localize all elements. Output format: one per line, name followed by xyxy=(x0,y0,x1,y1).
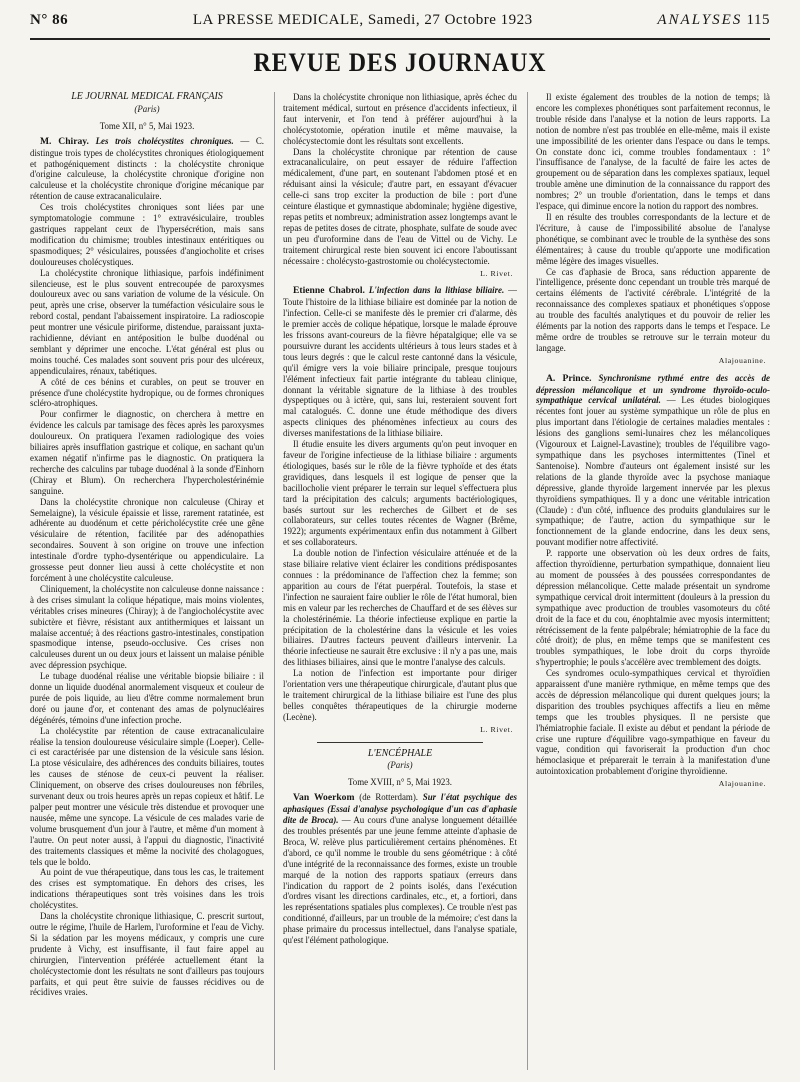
article-paragraph: — C. distingue trois types de cholécystites chroniques étiologiquement et pathogéniquement distincts : la cholécystite chronique d'origine calculeuse, la cholécystite chronique d'origine non calculeuse et la cholécystite chronique d'origine mécanique par rétention de cause extracanaliculaire. xyxy=(30,135,264,202)
article-lead xyxy=(283,285,517,439)
author-affiliation: (de Rotterdam). xyxy=(359,792,418,803)
article-signature: Alajouanine. xyxy=(718,779,766,789)
article-paragraph: — Toute l'histoire de la lithiase biliaire est dominée par la notion de l'infection. Celle-ci se manifeste dès le premier cri d'alarme, dès le premier accès de colique hépatique, lorsque le malade éprouve les frissons avant-coureurs de la fièvre hépatalgique; elle va se poursuivre durant les accidents ultérieurs à tous leurs stades et à tous leurs degrés : que le calcul reste cantonné dans la vésicule, qu'il émigre vers la voie biliaire principale, presque toujours l'élément infectieux fait partie intégrante du tableau clinique, donnant la véritable signature de la lithiase à des troubles dyspeptiques ou à ictère, qui, sans lui, resteraient souvent fort mal catalogués. C. donne une étude méthodique des divers aspects cliniques des phénomènes infectieux au cours des diverses manifestations de la lithiase biliaire. xyxy=(283,285,517,439)
journal-issue: Tome XVIII, n° 5, Mai 1923. xyxy=(348,777,452,788)
article-author: Van Woerkom xyxy=(293,792,355,804)
page-number: 115 xyxy=(746,12,770,28)
article-paragraph: — Les études biologiques récentes font jouer au système sympathique un rôle de plus en plus important dans l'étiologie de certaines maladies mentales : lésions des ganglions semi-lunaires chez les mélancoliques (Vigouroux et Laignel-Lavastine); troubles de l'équilibre vago-sympathique dans les psychoses intermittentes (Tinel et Santenoise). Nombre d'auteurs ont également insisté sur les relations de la glande thyroïde avec la psychose maniaque dépressive, glande thyroïde largement innervée par les plexus thyroïdiens sympathiques. Il y a donc une véritable intrication (Claude) : d'un côté, influence des produits glandulaires sur le sympathique; de l'autre, action du sympathique sur le fonctionnement de la glande endocrine, dans les deux sens, pouvant modifier notre affectivité. xyxy=(536,395,770,548)
issue-number: N° 86 xyxy=(30,12,69,28)
journal-issue: Tome XII, n° 5, Mai 1923. xyxy=(99,120,195,131)
article-paragraph: Le tubage duodénal réalise une véritable biopsie biliaire : il donne un liquide duodénal anormalement visqueux et couleur de purée de pois liquide, au lieu d'être comme normalement brun doré ou jaune d'or, et contenant des amas de polynucléaires dégénérés, témoins d'une infection proche. xyxy=(30,671,264,725)
article-paragraph: Dans la cholécystite chronique par rétention de cause extracanaliculaire, on peut essayer de réduire l'affection médicalement, d'une part, en soutenant l'abdomen ptosé et en réduisant ainsi la vésicule; d'autre part, en essayant d'évacuer celle-ci sans trop exciter la production de bile : port d'une ceinture élastique et gymnastique abdominale; hygiène digestive, repas petits et nombreux; administration assez longtemps avant le repas de petites doses de citrate, phosphate, sulfate de soude avec un peu d'uroformine dans de l'eau de Vittel ou de Vichy. Le traitement chirurgical reste bien souvent ici encore l'aboutissant nécessaire : cholécysto-gastrostomie ou cholécystectomie. xyxy=(283,146,517,266)
journal-title: LE JOURNAL MEDICAL FRANÇAIS xyxy=(71,92,223,102)
article-paragraph: Dans la cholécystite chronique lithiasique, C. prescrit surtout, outre le régime, l'huile de Harlem, l'uroformine et l'eau de Vichy. Si la sédation par les moyens médicaux, y compris une cure prudente à Vichy, est insuffisante, il faut faire appel au chirurgien, l'intervention préférée actuellement étant la cholécystectomie dont les résultats ne sont d'ailleurs pas toujours parfaits, et qui peut être suivie de fausses récidives ou de récidives vraies. xyxy=(30,911,264,998)
article-paragraph: Il étudie ensuite les divers arguments qu'on peut invoquer en faveur de l'origine infectieuse de la lithiase biliaire : arguments étiologiques, basés sur le rôle de la fièvre typhoïde et des états gravidiques, dans lesquels il est logique de penser que la bacillocholie vient préparer le terrain sur lequel s'effectuera plus tard la précipitation des calculs; arguments bactériologiques, basés surtout sur les recherches de Gilbert et de ses collaborateurs, sur celles toutes récentes de Wagner (Brême, 1922); arguments expérimentaux enfin dus notamment à Gilbert et ses collaborateurs. xyxy=(283,439,517,548)
article-paragraph: Dans la cholécystite chronique non calculeuse (Chiray et Semelaigne), la vésicule épaissie et lisse, rarement ratatinée, est adhérente au duodénum et cette péricholécystite crée une gêne vésiculaire de rétention, facilitée par des adénopathies secondaires. Souvent à son origine on trouve une infection intestinale d'ordre typho-dysentérique ou appendiculaire. La grossesse peut donner lieu aussi à cette cholécystite et non forcément à une cholécystite calculeuse. xyxy=(30,496,264,583)
journal-city: (Paris) xyxy=(134,103,160,114)
article-paragraph: Cliniquement, la cholécystite non calculeuse donne naissance : à des crises simulant la colique hépatique, mais moins violentes, véritables crises mineures (Chiray); à de l'angiocholécystite avec subictère et fièvre, résistant aux antithermiques et laissant un malaise accentué; à des réactions gastro-intestinales, constipation spasmodique intense, pseudo-occlusive. Ces crises non calculeuses durent un ou deux jours et laissent un malaise pénible avec dépression psychique. xyxy=(30,583,264,671)
section-page xyxy=(657,12,770,29)
article-title: Sur l'état psychique des aphasiques (Essai d'analyse psychologique d'un cas d'aphasie dite de Broca). xyxy=(283,792,517,826)
article-paragraph: Au point de vue thérapeutique, dans tous les cas, le traitement des crises est symptomatique. En dehors des crises, les indications thérapeutiques sont très voisines dans les trois cholécystites. xyxy=(30,867,264,911)
article-paragraph: Il existe également des troubles de la notion de temps; là encore les complexes phonétiques sont parfaitement reconnus, le trouble réside dans l'analyse et la notion de leurs rapports. La notion de nombre n'est pas troublée en elle-même, mais il existe une impossibilité de les orienter dans l'espace ou dans le temps. On constate donc ici, comme troubles fondamentaux : 1° l'insuffisance de l'analyse, de la faculté de faire les actes de groupement ou de séparation dans les complexes spatiaux, lequel trouble amène une diminution de la connaissance du rapport des nombres; 2° un trouble d'orientation, dans le temps et dans l'espace, qui diminue encore la notion du rapport des nombres. xyxy=(536,92,770,212)
article-author: A. Prince. xyxy=(546,372,592,384)
article-paragraph: La cholécystite chronique lithiasique, parfois indéfiniment silencieuse, est le plus souvent entrecoupée de paroxysmes douloureux avec ou sans variation de volume de la vésicule. On peut, après une crise, observer la tuméfaction vésiculaire sous le rebord costal, pendant l'abaissement inspiratoire. La radioscopie peut montrer une vésicule piriforme, distendue, paraissant juxta-rachidienne, déviant en antéposition le bulbe duodénal ou semblant y déprimer une encoche. L'état général est plus ou moins touché. Ces malades sont souvent pris pour des ulcéreux, appendiculaires, rénaux, tabétiques. xyxy=(30,267,264,376)
publication-line: LA PRESSE MEDICALE, Samedi, 27 Octobre 1923 xyxy=(192,12,533,28)
article-paragraph: La notion de l'infection est importante pour diriger l'orientation vers une thérapeutique chirurgicale, d'autant plus que le traitement chirurgical de la lithiase biliaire est l'une des plus belles conquêtes thérapeutiques de la chirurgie moderne (Lecène). xyxy=(283,668,517,722)
journal-title: L'ENCÉPHALE xyxy=(367,747,433,759)
article-signature: L. Rivet. xyxy=(480,724,513,734)
article-author: M. Chiray. xyxy=(40,135,89,147)
article-paragraph: — Au cours d'une analyse longuement détaillée des troubles présentés par une jeune femme atteinte d'aphasie de Broca, W. relève plus particulièrement certains phénomènes. Et d'abord, ce qu'il nomme le trouble du sens géométrique : à côté d'une intégrité de la reconnaissance des formes, existe un trouble marqué de la notion des rapports spatiaux (erreurs dans l'indication du rapport de 2 points isolés, dans l'exécution d'ordres visant les directions cardinales, etc., et, a fortiori, dans les représentations spatiales plus complexes). Ce trouble n'est pas conditionné, d'ailleurs, par un trouble de la mémoire; c'est dans la phase primaire du processus intellectuel, dans l'analyse spatiale, qu'est l'élément pathologique. xyxy=(283,815,517,946)
article-lead xyxy=(30,136,264,202)
article-paragraph: Dans la cholécystite chronique non lithiasique, après échec du traitement médical, surtout en présence d'accidents infectieux, il faut intervenir, et l'on tend à préférer aujourd'hui à la cholécystotomie, opération inutile et même mauvaise, la cholécystectomie dont les résultats sont excellents. xyxy=(283,92,517,146)
article-paragraph: La double notion de l'infection vésiculaire atténuée et de la stase biliaire relative vient éclairer les conditions prédisposantes connues : la prédominance de l'affection chez la femme; son apparition au cours de l'état puerpéral. Toutefois, la stase et l'infection ne sauraient faire oublier le rôle de l'état humoral, bien mis en valeur par les recherches de Chauffard et de ses élèves sur la cholestérinémie. La théorie infectieuse explique en partie la précipitation de la cholestérine dans la vésicule et les voies biliaires. D'autres facteurs peuvent d'ailleurs intervenir. La théorie infectieuse ne saurait être exclusive : il n'y a pas une, mais des lithiases biliaires, ainsi que le montre l'analyse des calculs. xyxy=(283,548,517,668)
divider xyxy=(317,742,483,743)
column-1 xyxy=(30,92,264,1070)
running-header xyxy=(30,12,770,40)
article-signature: Alajouanine. xyxy=(718,355,766,365)
article-title: Les trois cholécystites chroniques. xyxy=(95,135,234,146)
column-2 xyxy=(274,92,517,1070)
article-paragraph: Il en résulte des troubles correspondants de la lecture et de l'écriture, à cause de l'impossibilité absolue de l'analyse phonétique, se combinant avec le trouble de la synthèse des sons élémentaires; à cause du trouble qu'apporte une modification même légère des images visuelles. xyxy=(536,211,770,266)
article-paragraph: Pour confirmer le diagnostic, on cherchera à mettre en évidence les calculs par tamisage des fèces après les paroxysmes douloureux. On pratiquera l'examen radiologique des voies biliaires après insufflation gastrique et colique, en sachant qu'un examen négatif n'infirme pas le diagnostic. On pratiquera la recherche des calculins par tubage duodénal à la sonde d'Einhorn (Chiray et Blum). On recherchera l'hypercholestérinémie sanguine. xyxy=(30,409,264,496)
column-3 xyxy=(527,92,770,1070)
article-title: Synchronisme rythmé entre des accès de dépression mélancolique et un syndrome thyroïdo-oculo-sympathique cervical unilatéral. xyxy=(536,372,770,406)
article-author: Etienne Chabrol. xyxy=(293,285,365,297)
article-paragraph: Ces trois cholécystites chroniques sont liées par une symptomatologie commune : 1° extravésiculaire, troubles gastriques rappelant ceux de l'hypersécrétion, mais sans modification du chimisme; troubles intestinaux entéritiques ou spasmodiques; 2° vésiculaires, poussées d'angiocholite et crises douloureuses cholécystiques. xyxy=(30,202,264,267)
article-paragraph: Ce cas d'aphasie de Broca, sans réduction apparente de l'intelligence, présente donc cependant un trouble très marqué de certains éléments de l'activité cérébrale. L'intégrité de la reconnaissance des complexes spatiaux et phonétiques s'oppose au trouble des facultés analytiques et du pouvoir de relier les éléments par la notion des rapports dans le temps et l'espace. Le même ordre de troubles se retrouve sur le terrain moteur du langage. xyxy=(536,266,770,353)
article-paragraph: A côté de ces bénins et curables, on peut se trouver en présence d'une cholécystite hydropique, ou de formes chroniques scléro-atrophiques. xyxy=(30,376,264,409)
article-signature: L. Rivet. xyxy=(480,268,513,278)
article-paragraph: Ces syndromes oculo-sympathiques cervical et thyroïdien apparaissent d'une manière rythmique, en même temps que des accès de dépression mélancolique qui durent quelques jours; la disparition des troubles psychiques affectifs a lieu en même temps que les troubles physiques. Il ne persiste que l'hémiatrophie faciale. Il existe au début et pendant la période de crise une rupture d'équilibre vago-sympathique en faveur du vague, condition qui favoriserait la production d'un choc hémoclasique et préparerait le terrain à la manifestation d'une autointoxication probablement d'origine thyroïdienne. xyxy=(536,668,770,777)
article-columns xyxy=(30,92,770,1070)
article-paragraph: La cholécystite par rétention de cause extracanaliculaire réalise la tension douloureuse vésiculaire simple (Loeper). Celle-ci est caractérisée par une distension de la vésicule sans lésion. La ptose vésiculaire, des adhérences des conduits biliaires, toutes les causes de sténose de ceux-ci peuvent la réaliser. Cliniquement, on observe des crises douloureuses non fébriles, survenant deux ou trois heures après un repas copieux et hâtif. Le palper peut montrer une vésicule très distendue et provoquer une nausée, même une syncope. La vésicule de ces malades varie de volume brusquement d'un jour à l'autre, et même d'un moment à l'autre. On peut noter aussi, à l'appui du diagnostic, l'inactivité des traitements classiques et même la nocivité des cholagogues, tels que le boldo. xyxy=(30,725,264,867)
article-paragraph: P. rapporte une observation où les deux ordres de faits, affection thyroïdienne, perturbation sympathique, donnaient lieu au moment de poussées à des poussées correspondantes de dépression mélancolique. Cette malade présentait un syndrome sympathique cervical droit intermittent (douleurs à la pression du sympathique avec production de troubles vasomoteurs du côté droit de la face et du cou, énophtalmie avec myosis intermittent; rétrécissement de la fente palpébrale; hémiatrophie de la face du côté droit); de plus, en même temps que se manifestent ces troubles sympathiques, le lobe droit du corps thyroïde s'hypertrophie; le pouls s'accélère avec tremblement des doigts. xyxy=(536,548,770,668)
article-lead xyxy=(536,373,770,549)
section-name: ANALYSES xyxy=(657,12,743,28)
journal-city: (Paris) xyxy=(387,760,413,771)
article-title: L'infection dans la lithiase biliaire. xyxy=(368,285,505,296)
section-title: REVUE DES JOURNAUX xyxy=(253,48,547,77)
article-lead xyxy=(283,792,517,946)
